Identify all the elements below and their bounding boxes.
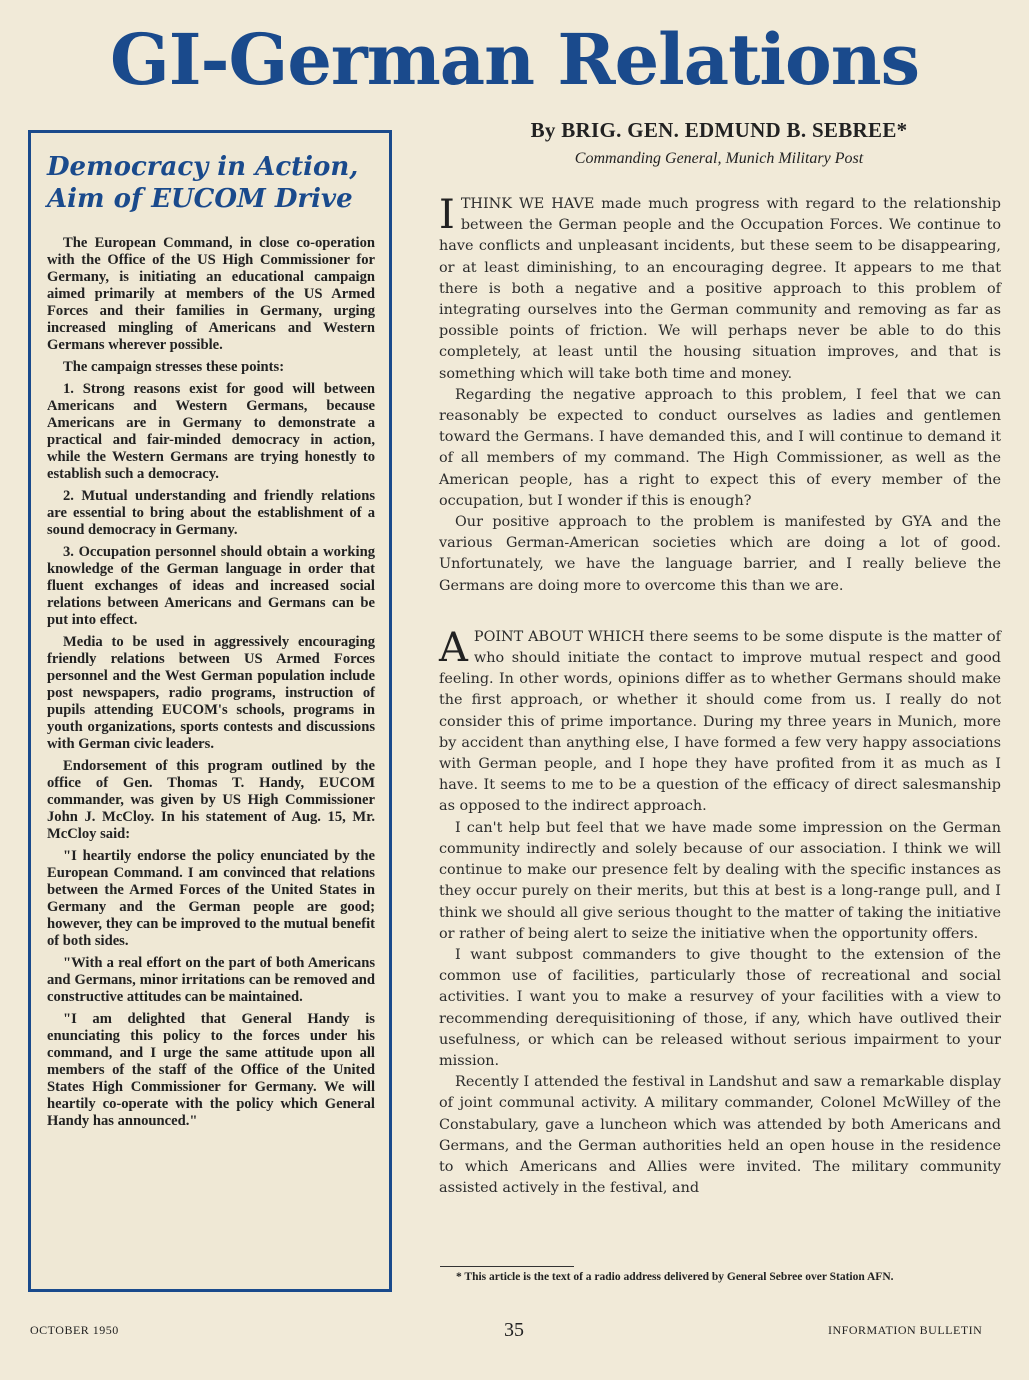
sidebar-paragraph: 3. Occupation personnel should obtain a working knowledge of the German language in order that fluent exchanges of ideas and increased social relations between Americans and Germans can be put into effect.	[47, 544, 375, 628]
footnote-rule	[440, 1266, 574, 1267]
sidebar-paragraph: 1. Strong reasons exist for good will between Americans and Western Germans, because Americans are in Germany to demonstrate a practical and fair-minded democracy in action, while the Western Germans are trying honestly to establish such a democracy.	[47, 381, 375, 482]
page-number: 35	[504, 1319, 524, 1341]
drop-cap: A	[439, 624, 468, 671]
sidebar-paragraph: 2. Mutual understanding and friendly relations are essential to bring about the establishment of a sound democracy in Germany.	[47, 488, 375, 538]
lead-text: THINK WE HAVE made much progress with regard to the relationship between the German people and the Occupation Forces. We continue to have conflicts and unpleasant incidents, but these seem to be disappearing, or at least diminishing, to an encouraging degree. It appears to me that there is both a negative and a positive approach to this problem of integrating ourselves into the German community and removing as far as possible points of friction. We will perhaps never be able to do this completely, at least until the housing situation improves, and that is something which will take both time and money.	[439, 196, 1001, 382]
page-title: GI-German Relations	[109, 18, 920, 101]
article-paragraph: Our positive approach to the problem is manifested by GYA and the various German-American societies which are doing a lot of good. Unfortunately, we have the language barrier, and I really believe the Germans are doing more to overcome this than we are.	[439, 514, 1001, 594]
sidebar-paragraph: Media to be used in aggressively encouraging friendly relations between US Armed Forces personnel and the West German population include post newspapers, radio programs, instruction of pupils attending EUCOM's schools, programs in youth organizations, sports contests and discussions with German civic leaders.	[47, 634, 375, 752]
lead-text: POINT ABOUT WHICH there seems to be some dispute is the matter of who should initiate the contact to improve mutual respect and good feeling. In other words, opinions differ as to whether Germans should make the first approach, or whether it should come from us. I really do not consider this of prime importance. During my three years in Munich, more by accident than anything else, I have formed a few very happy associations with German people, and I hope they have profited from it as much as I have. It seems to me to be a question of the efficacy of direct salesmanship as opposed to the indirect approach.	[439, 628, 1001, 815]
article-paragraph	[439, 194, 1001, 385]
article-paragraph: I can't help but feel that we have made some impression on the German community indirectly and solely because of our association. I think we will continue to make our presence felt by dealing with the specific instances as they occur purely on their merits, but this at best is a long-range pull, and I think we should all give serious thought to the matter of taking the initiative or rather of being alert to seize the initiative when the opportunity offers.	[439, 819, 1001, 942]
sidebar-paragraph: The campaign stresses these points:	[63, 359, 285, 375]
byline: By BRIG. GEN. EDMUND B. SEBREE*	[530, 118, 908, 142]
sidebar-box	[28, 130, 392, 1292]
footnote: * This article is the text of a radio address delivered by General Sebree over Station AFN.	[456, 1271, 894, 1283]
sidebar-paragraph: "I heartily endorse the policy enunciated by the European Command. I am convinced that relations between the Armed Forces of the United States in Germany and the German people are good; however, they can be improved to the mutual benefit of both sides.	[47, 848, 375, 949]
sidebar-heading-line1: Democracy in Action,	[47, 152, 359, 182]
drop-cap: I	[439, 192, 455, 238]
article-paragraph: Regarding the negative approach to this problem, I feel that we can reasonably be expected to conduct ourselves as ladies and gentlemen toward the Germans. I have demanded this, and I will continue to demand it of all members of my command. The High Commissioner, as well as the American people, has a right to expect this of every member of the occupation, but I wonder if this is enough?	[439, 386, 1001, 509]
article-body	[439, 194, 1001, 1199]
sidebar-paragraph: "With a real effort on the part of both Americans and Germans, minor irritations can be removed and constructive attitudes can be maintained.	[47, 955, 375, 1005]
sidebar-paragraph: The European Command, in close co-operation with the Office of the US High Commissioner for Germany, is initiating an educational campaign aimed primarily at members of the US Armed Forces and their families in Germany, urging increased mingling of Americans and Western Germans wherever possible.	[47, 235, 375, 353]
footer-publication: INFORMATION BULLETIN	[828, 1323, 983, 1337]
section-break	[439, 597, 1001, 627]
sidebar-heading	[47, 151, 375, 215]
author-role: Commanding General, Munich Military Post	[574, 150, 864, 167]
sidebar-paragraph: Endorsement of this program outlined by the office of Gen. Thomas T. Handy, EUCOM commander, was given by US High Commissioner John J. McCloy. In his statement of Aug. 15, Mr. McCloy said:	[47, 758, 375, 842]
article-paragraph: Recently I attended the festival in Landshut and saw a remarkable display of joint communal activity. A military commander, Colonel McWilley of the Constabulary, gave a luncheon which was attended by both Americans and Germans, and the German authorities held an open house in the residence to which Americans and Allies were invited. The military community assisted actively in the festival, and	[439, 1074, 1001, 1197]
footer-date: OCTOBER 1950	[30, 1323, 119, 1337]
article-paragraph	[439, 624, 1001, 818]
sidebar-paragraph: "I am delighted that General Handy is enunciating this policy to the forces under his command, and I urge the same attitude upon all members of the staff of the Office of the United States High Commissioner for Germany. We will heartily co-operate with the policy which General Handy has announced."	[47, 1011, 375, 1129]
article-paragraph: I want subpost commanders to give thought to the extension of the common use of facilities, particularly those of recreational and social activities. I want you to make a resurvey of your facilities with a view to recommending derequisitioning of those, if any, which have outlived their usefulness, or which can be released without serious impairment to your mission.	[439, 946, 1001, 1069]
sidebar-heading-line2: Aim of EUCOM Drive	[47, 184, 353, 214]
